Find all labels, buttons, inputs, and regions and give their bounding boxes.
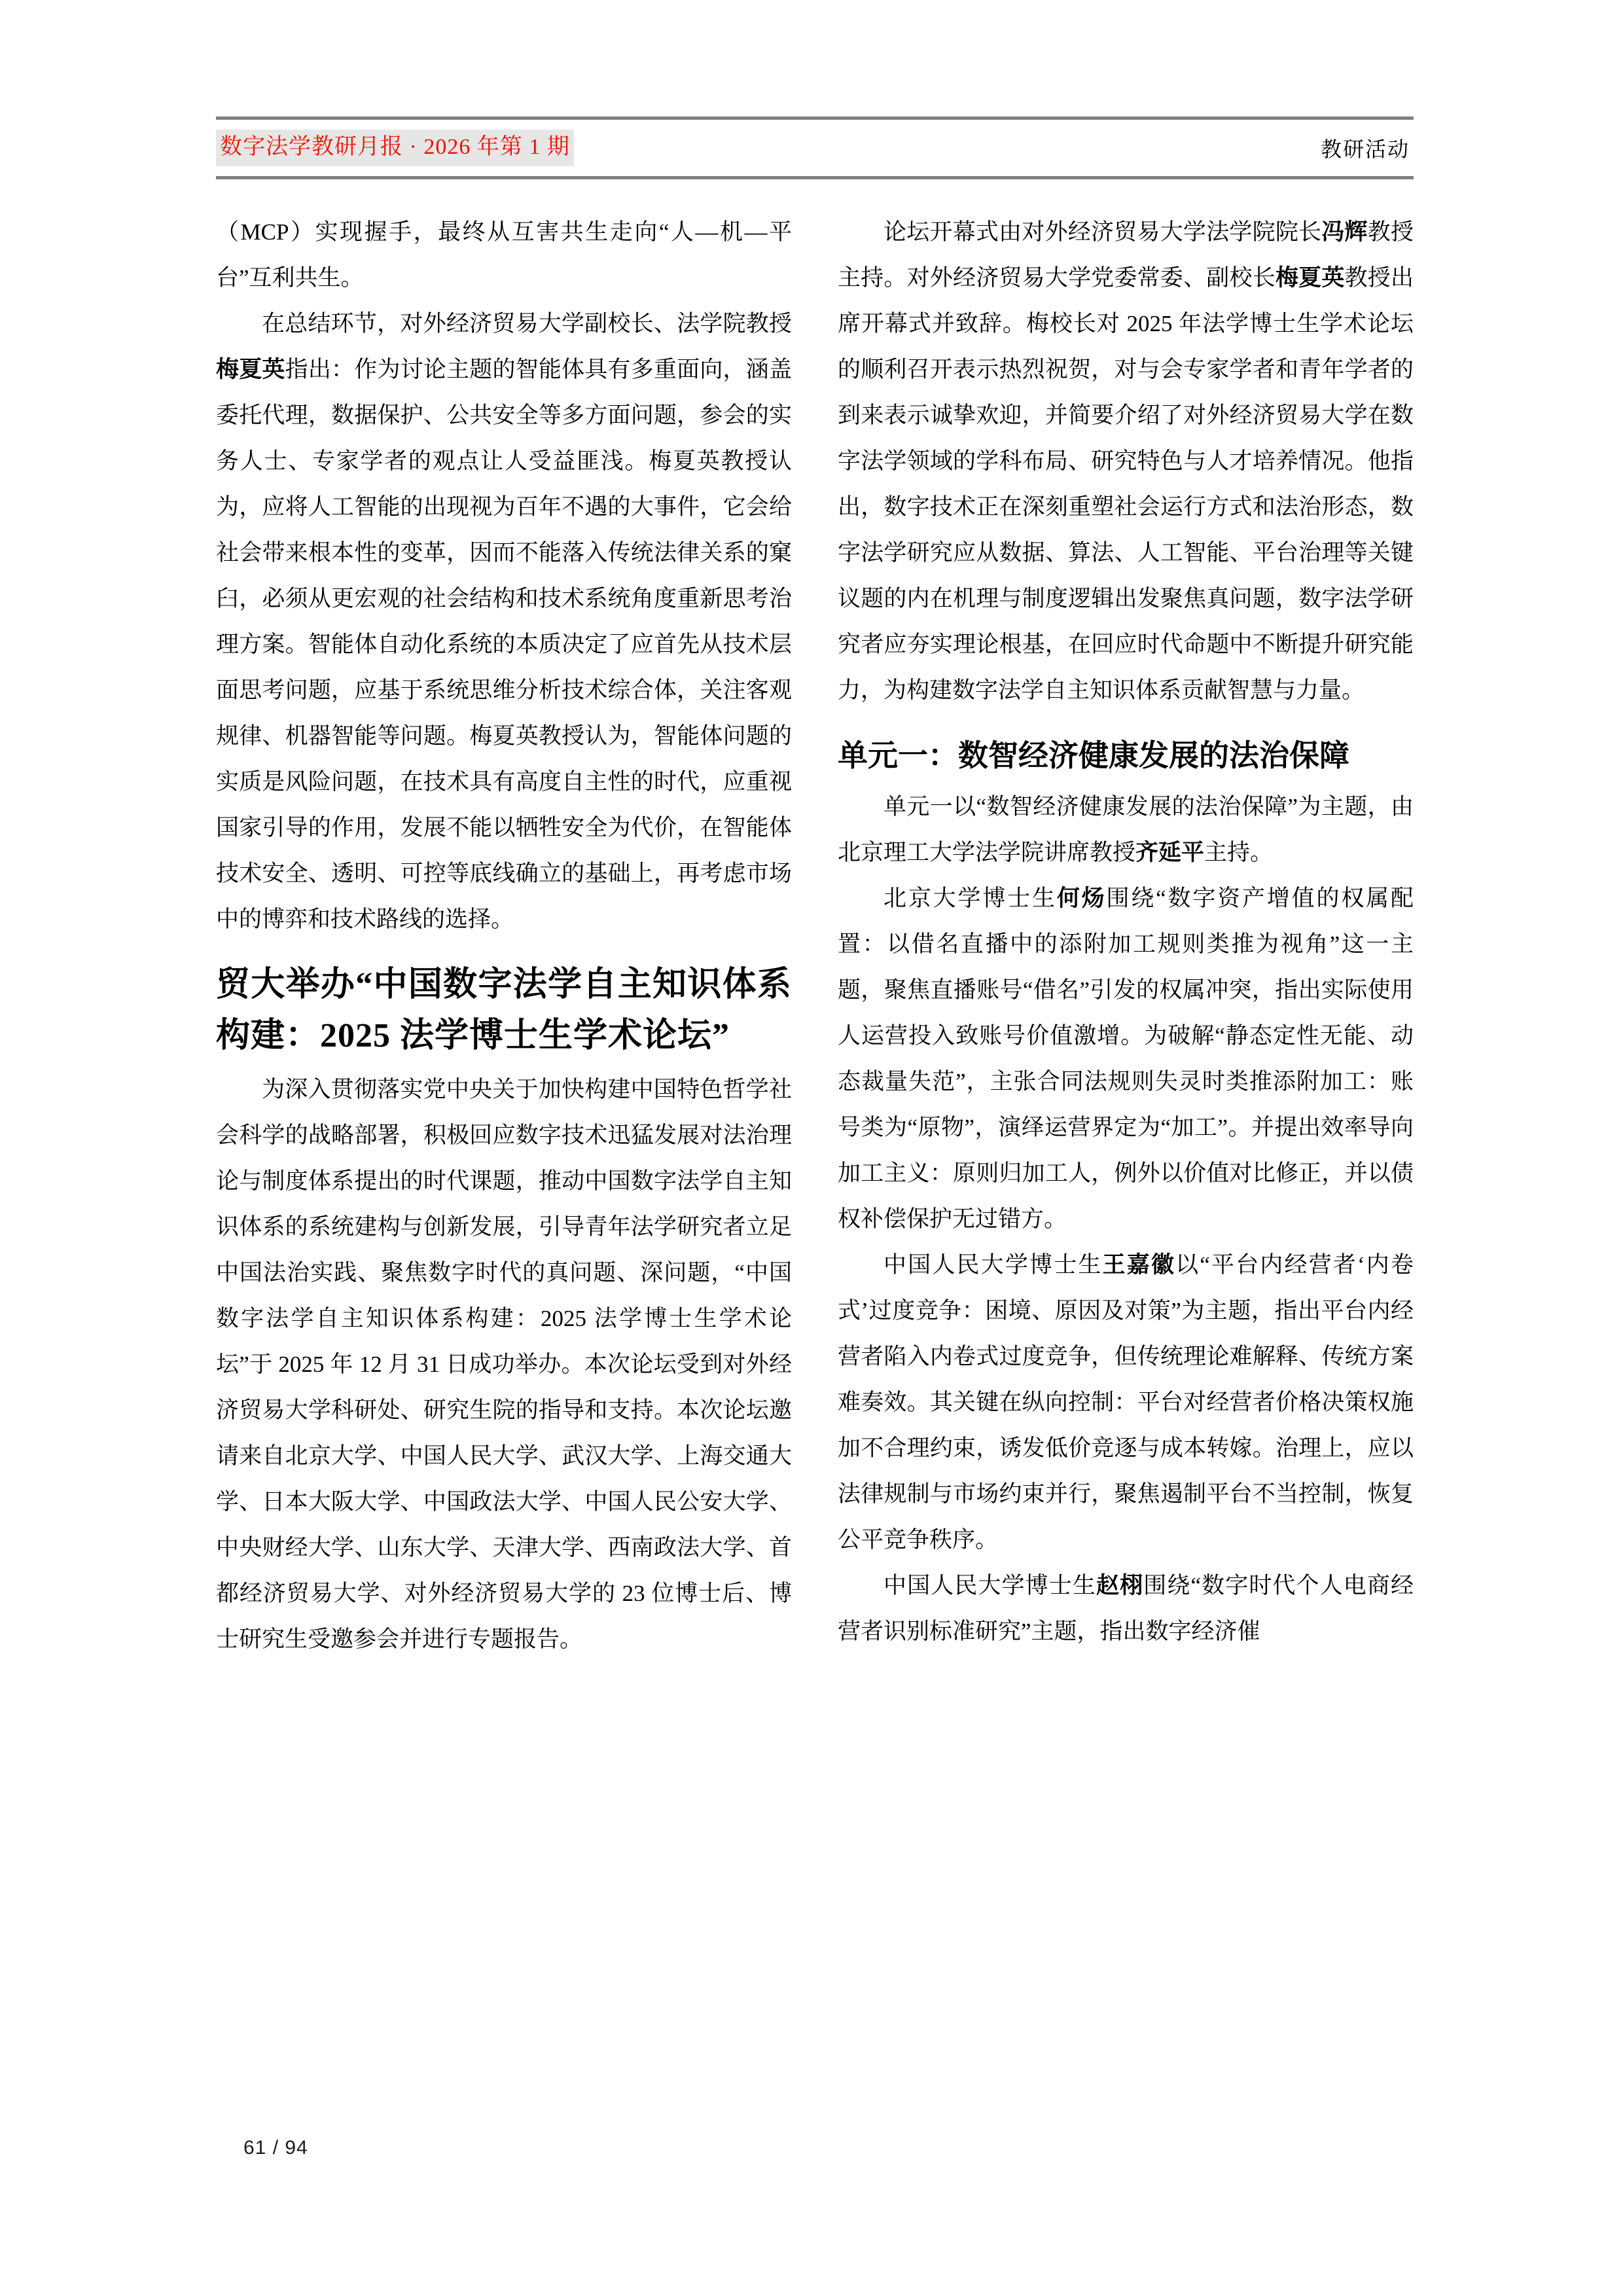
paragraph-forum-background (216, 1067, 792, 1662)
section-label: 教研活动 (1320, 137, 1410, 161)
paragraph-text-rest: 指出：作为讨论主题的智能体具有多重面向，涵盖委托代理，数据保护、公共安全等多方面问题，参会的实务人士、专家学者的观点让人受益匪浅。梅夏英教授认为，应将人工智能的出现视为百年不遇的大事件，它会给社会带来根本性的变革，因而不能落入传统法律关系的窠臼，必须从更宏观的社会结构和技术系统角度重新思考治理方案。智能体自动化系统的本质决定了应首先从技术层面思考问题，应基于系统思维分析技术综合体，关注客观规律、机器智能等问题。梅夏英教授认为，智能体问题的实质是风险问题，在技术具有高度自主性的时代，应重视国家引导的作用，发展不能以牺牲安全为代价，在智能体技术安全、透明、可控等底线确立的基础上，再考虑市场中的博弈和技术路线的选择。 (216, 357, 792, 932)
paragraph-text-rest: 以“平台内经营者‘内卷式’过度竞争：困境、原因及对策”为主题，指出平台内经营者陷入内卷式过度竞争，但传统理论难解释、传统方案难奏效。其关键在纵向控制：平台对经营者价格决策权施加不合理约束，诱发低价竞逐与成本转嫁。治理上，应以法律规制与市场约束并行，聚焦遏制平台不当控制，恢复公平竞争秩序。 (838, 1252, 1414, 1552)
paragraph-text: （MCP）实现握手，最终从互害共生走向“人—机—平台”互利共生。 (216, 219, 792, 291)
header-divider-bottom (216, 176, 1414, 179)
paragraph-text-lead: 单元一以“数智经济健康发展的法治保障”为主题，由北京理工大学法学院讲席教授 (838, 794, 1414, 865)
paragraph-text-lead: 在总结环节，对外经济贸易大学副校长、法学院教授 (262, 311, 792, 336)
person-name-qi-yanping: 齐延平 (1135, 840, 1205, 865)
paragraph-text-lead: 论坛开幕式由对外经济贸易大学法学院院长 (883, 219, 1322, 245)
person-name-zhao-xu: 赵栩 (1096, 1573, 1144, 1598)
paragraph-speaker-wang-jiahui (838, 1242, 1414, 1563)
running-header (216, 117, 1414, 179)
left-column (216, 209, 792, 2108)
paragraph-speaker-zhao-xu (838, 1563, 1414, 1655)
publication-title: 数字法学教研月报 · 2026 年第 1 期 (216, 130, 574, 166)
paragraph-text-lead: 中国人民大学博士生 (883, 1252, 1103, 1278)
paragraph-text-lead: 北京大学博士生 (883, 886, 1057, 911)
paragraph-speaker-he-yang (838, 876, 1414, 1242)
right-column (838, 209, 1414, 2108)
person-name-mei-xiaying: 梅夏英 (216, 357, 285, 382)
person-name-mei-xiaying: 梅夏英 (1275, 265, 1345, 291)
paragraph-continuation (216, 209, 792, 301)
person-name-he-yang: 何炀 (1056, 886, 1107, 911)
unit-one-title: 单元一：数智经济健康发展的法治保障 (838, 739, 1349, 772)
body-columns (216, 209, 1414, 2108)
person-name-wang-jiahui: 王嘉徽 (1102, 1252, 1176, 1278)
paragraph-unit-one-chair (838, 784, 1414, 876)
paragraph-text: 为深入贯彻落实党中央关于加快构建中国特色哲学社会科学的战略部署，积极回应数字技术迅猛发展对法治理论与制度体系提出的时代课题，推动中国数字法学自主知识体系的系统建构与创新发展，引导青年法学研究者立足中国法治实践、聚焦数字时代的真问题、深问题，“中国数字法学自主知识体系构建：2025 法学博士生学术论坛”于 2025 年 12 月 31 日成功举办。本次论坛受到对外经济贸易大学科研处、研究生院的指导和支持。本次论坛邀请来自北京大学、中国人民大学、武汉大学、上海交通大学、日本大阪大学、中国政法大学、中国人民公安大学、中央财经大学、山东大学、天津大学、西南政法大学、首都经济贸易大学、对外经济贸易大学的 23 位博士后、博士研究生受邀参会并进行专题报告。 (216, 1077, 792, 1652)
paragraph-text-rest: 教授出席开幕式并致辞。梅校长对 2025 年法学博士生学术论坛的顺利召开表示热烈祝贺，对与会专家学者和青年学者的到来表示诚挚欢迎，并简要介绍了对外经济贸易大学在数字法学领域的学科布局、研究特色与人才培养情况。他指出，数字技术正在深刻重塑社会运行方式和法治形态，数字法学研究应从数据、算法、人工智能、平台治理等关键议题的内在机理与制度逻辑出发聚焦真问题，数字法学研究者应夯实理论根基，在回应时代命题中不断提升研究能力，为构建数字法学自主知识体系贡献智慧与力量。 (838, 265, 1414, 703)
paragraph-summary-remarks (216, 301, 792, 942)
person-name-feng-hui: 冯辉 (1321, 219, 1368, 245)
paragraph-text-lead: 中国人民大学博士生 (883, 1573, 1096, 1598)
paragraph-text-rest: 围绕“数字时代个人电商经营者识别标准研究”主题，指出数字经济催 (838, 1573, 1414, 1644)
page-number: 61 / 94 (243, 2137, 308, 2159)
paragraph-opening-ceremony (838, 209, 1414, 713)
article-title: 贸大举办“中国数字法学自主知识体系构建：2025 法学博士生学术论坛” (216, 966, 792, 1054)
paragraph-text-mid: 教授主持。对外经济贸易大学党委常委、副校长 (838, 219, 1414, 291)
paragraph-text-rest: 主持。 (1204, 840, 1274, 865)
paragraph-text-rest: 围绕“数字资产增值的权属配置：以借名直播中的添附加工规则类推为视角”这一主题，聚焦直播账号“借名”引发的权属冲突，指出实际使用人运营投入致账号价值激增。为破解“静态定性无能、动态裁量失范”，主张合同法规则失灵时类推添附加工：账号类为“原物”，演绎运营界定为“加工”。并提出效率导向加工主义：原则归加工人，例外以价值对比修正，并以债权补偿保护无过错方。 (838, 886, 1414, 1232)
